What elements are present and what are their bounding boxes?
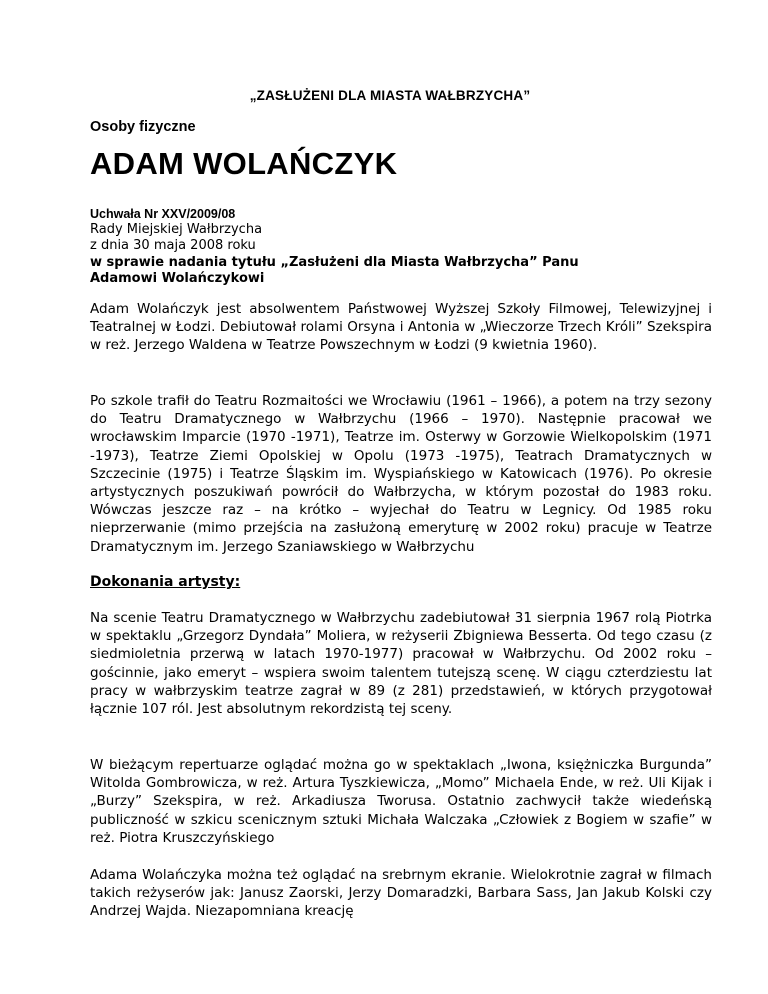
resolution-block [90, 206, 579, 287]
resolution-subject-line1: w sprawie nadania tytułu „Zasłużeni dla Miasta Wałbrzycha” Panu [90, 254, 579, 270]
document-title: „ZASŁUŻENI DLA MIASTA WAŁBRZYCHA” [249, 88, 531, 103]
paragraph-repertoire: W bieżącym repertuarze oglądać można go w spektaklach „Iwona, księżniczka Burgunda” Witolda Gombrowicza, w reż. Artura Tyszkiewicza, „Momo” Michaela Ende, w reż. Uli Kijak i „Burzy” Szekspira, w reż. Arkadiusza Tworusa. Ostatnio zachwycił także wiedeńską publiczność w szkicu scenicznym sztuki Michała Walczaka „Człowiek z Bogiem w szafie” w reż. Piotra Kruszczyńskiego [90, 757, 712, 846]
paragraph-film: Adama Wolańczyka można też oglądać na srebrnym ekranie. Wielokrotnie zagrał w filmach takich reżyserów jak: Janusz Zaorski, Jerzy Domaradzki, Barbara Sass, Jan Jakub Kolski czy Andrzej Wajda. Niezapomniana kreację [90, 867, 712, 920]
paragraph-career: Po szkole trafił do Teatru Rozmaitości we Wrocławiu (1961 – 1966), a potem na trzy sezony do Teatru Dramatycznego w Wałbrzychu (1966 – 1970). Następnie pracował we wrocławskim Imparcie (1970 -1971), Teatrze im. Osterwy w Gorzowie Wielkopolskim (1971 -1973), Teatrze Ziemi Opolskiej w Opolu (1973 -1975), Teatrach Dramatycznych w Szczecinie (1975) i Teatrze Śląskim im. Wyspiańskiego w Katowicach (1976). Po okresie artystycznych poszukiwań powrócił do Wałbrzycha, w którym pozostał do 1983 roku. Wówczas jeszcze raz – na krótko – wyjechał do Teatru w Legnicy. Od 1985 roku nieprzerwanie (mimo przejścia na zasłużoną emeryturę w 2002 roku) pracuje w Teatrze Dramatycznym im. Jerzego Szaniawskiego w Wałbrzychu [90, 393, 712, 555]
resolution-subject-line2: Adamowi Wolańczykowi [90, 270, 265, 286]
resolution-number: Uchwała Nr XXV/2009/08 [90, 207, 236, 221]
section-title-achievements: Dokonania artysty: [90, 574, 241, 590]
resolution-date: z dnia 30 maja 2008 roku [90, 238, 256, 254]
paragraph-education: Adam Wolańczyk jest absolwentem Państwowej Wyższej Szkoły Filmowej, Telewizyjnej i Teatralnej w Łodzi. Debiutował rolami Orsyna i Antonia w „Wieczorze Trzech Króli” Szekspira w reż. Jerzego Waldena w Teatrze Powszechnym w Łodzi (9 kwietnia 1960). [90, 301, 712, 354]
resolution-issuer: Rady Miejskiej Wałbrzycha [90, 222, 263, 238]
person-name: ADAM WOLAŃCZYK [90, 146, 398, 181]
category-subtitle: Osoby fizyczne [90, 119, 196, 135]
paragraph-achievements: Na scenie Teatru Dramatycznego w Wałbrzychu zadebiutował 31 sierpnia 1967 rolą Piotrka w spektaklu „Grzegorz Dyndała” Moliera, w reżyserii Zbigniewa Besserta. Od tego czasu (z siedmioletnia przerwą w latach 1970-1977) pracował w Wałbrzychu. Od 2002 roku – gościnnie, jako emeryt – wspiera swoim talentem tutejszą scenę. W ciągu czterdziestu lat pracy w wałbrzyskim teatrze zagrał w 89 (z 281) przedstawień, w których przygotował łącznie 107 ról. Jest absolutnym rekordzistą tej sceny. [90, 610, 712, 718]
